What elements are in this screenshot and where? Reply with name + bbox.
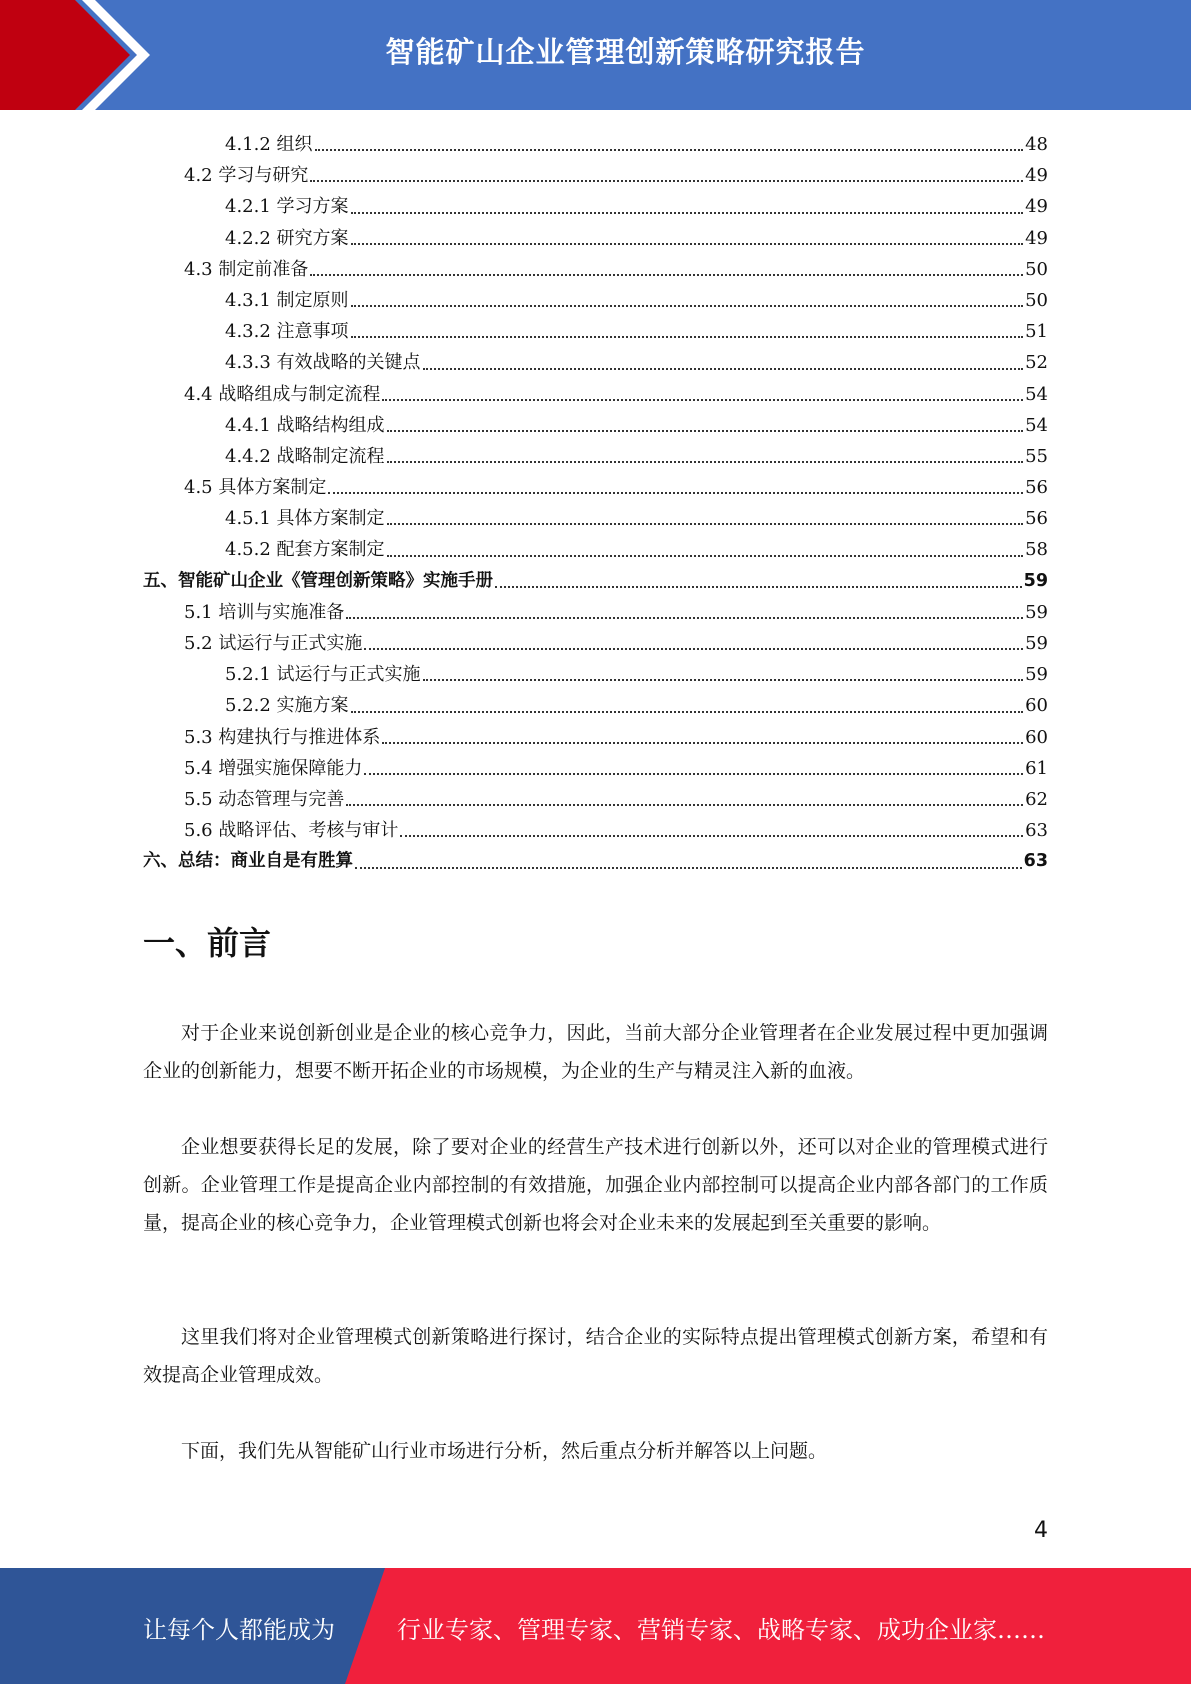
toc-entry[interactable]: [143, 566, 1048, 597]
toc-entry[interactable]: [143, 441, 1048, 472]
toc-entry-label: 4.5 具体方案制定: [184, 477, 327, 499]
paragraph: 企业想要获得长足的发展，除了要对企业的经营生产技术进行创新以外，还可以对企业的管理模式进行创新。企业管理工作是提高企业内部控制的有效措施，加强企业内部控制可以提高企业内部各部门的工作质量，提高企业的核心竞争力，企业管理模式创新也将会对企业未来的发展起到至关重要的影响。: [143, 1136, 1048, 1234]
table-of-contents: [143, 129, 1048, 878]
paragraph: 对于企业来说创新创业是企业的核心竞争力，因此，当前大部分企业管理者在企业发展过程中更加强调企业的创新能力，想要不断开拓企业的市场规模，为企业的生产与精灵注入新的血液。: [143, 1022, 1048, 1082]
toc-entry[interactable]: [143, 285, 1048, 316]
toc-entry-page: 62: [1025, 788, 1048, 810]
toc-leader-dots: [351, 212, 1024, 214]
toc-entry-page: 59: [1025, 633, 1048, 654]
toc-leader-dots: [315, 149, 1024, 151]
toc-entry-label: 4.1.2 组织: [225, 134, 313, 155]
toc-entry-label: 4.2.1 学习方案: [225, 196, 349, 218]
toc-leader-dots: [364, 773, 1023, 775]
toc-entry-label: 五、智能矿山企业《管理创新策略》实施手册: [143, 570, 493, 591]
toc-entry[interactable]: [143, 628, 1048, 659]
toc-entry-page: 59: [1025, 664, 1048, 686]
toc-entry[interactable]: [143, 722, 1048, 753]
toc-entry[interactable]: [143, 690, 1048, 721]
toc-entry[interactable]: [143, 659, 1048, 690]
toc-entry[interactable]: [143, 597, 1048, 628]
toc-leader-dots: [328, 492, 1023, 494]
toc-leader-dots: [423, 679, 1024, 681]
toc-entry[interactable]: [143, 503, 1048, 534]
toc-leader-dots: [382, 742, 1023, 744]
header-arrow-decoration: [0, 0, 160, 110]
toc-leader-dots: [364, 648, 1023, 650]
toc-leader-dots: [400, 835, 1023, 837]
toc-entry-page: 49: [1025, 227, 1048, 249]
toc-leader-dots: [382, 399, 1023, 401]
toc-entry-page: 59: [1023, 570, 1048, 591]
paragraph: 这里我们将对企业管理模式创新策略进行探讨，结合企业的实际特点提出管理模式创新方案，希望和有效提高企业管理成效。: [143, 1326, 1048, 1386]
toc-entry-page: 55: [1025, 445, 1048, 467]
toc-entry-label: 4.4 战略组成与制定流程: [184, 383, 381, 405]
toc-entry-label: 4.4.1 战略结构组成: [225, 414, 385, 436]
toc-entry[interactable]: [143, 753, 1048, 784]
toc-entry-page: 60: [1025, 726, 1048, 748]
toc-leader-dots: [423, 368, 1024, 370]
toc-entry-page: 58: [1025, 539, 1048, 561]
section-heading: 一、前言: [143, 924, 272, 962]
toc-entry-label: 5.5 动态管理与完善: [184, 788, 345, 810]
toc-entry[interactable]: [143, 410, 1048, 441]
toc-leader-dots: [346, 617, 1023, 619]
document-title: 智能矿山企业管理创新策略研究报告: [385, 35, 866, 69]
toc-leader-dots: [387, 461, 1024, 463]
toc-entry-label: 5.1 培训与实施准备: [184, 601, 345, 623]
toc-leader-dots: [310, 180, 1023, 182]
footer-slogan-left: 让每个人都能成为: [143, 1616, 335, 1644]
toc-entry[interactable]: [143, 160, 1048, 191]
toc-entry-label: 4.3.1 制定原则: [225, 289, 349, 311]
footer-slogan-right: 行业专家、管理专家、营销专家、战略专家、成功企业家……: [397, 1616, 1045, 1644]
toc-entry[interactable]: [143, 379, 1048, 410]
toc-leader-dots: [346, 804, 1023, 806]
toc-entry-page: 52: [1025, 352, 1048, 374]
toc-entry-page: 49: [1025, 165, 1048, 187]
toc-entry-page: 48: [1025, 134, 1048, 155]
page-header: [0, 0, 1191, 110]
toc-entry[interactable]: [143, 191, 1048, 222]
toc-entry-label: 5.2 试运行与正式实施: [184, 633, 363, 654]
toc-entry-page: 54: [1025, 383, 1048, 405]
toc-entry-label: 5.2.2 实施方案: [225, 695, 349, 717]
toc-entry[interactable]: [143, 534, 1048, 565]
toc-entry[interactable]: [143, 815, 1048, 846]
toc-leader-dots: [355, 867, 1022, 869]
toc-leader-dots: [387, 523, 1024, 525]
toc-entry-page: 60: [1025, 695, 1048, 717]
toc-leader-dots: [351, 711, 1024, 713]
page-footer: [0, 1568, 1191, 1684]
toc-leader-dots: [351, 305, 1024, 307]
toc-entry-label: 4.3.3 有效战略的关键点: [225, 352, 421, 374]
toc-entry-page: 56: [1025, 477, 1048, 499]
toc-entry-label: 4.3.2 注意事项: [225, 321, 349, 343]
toc-entry-page: 59: [1025, 601, 1048, 623]
toc-entry-page: 54: [1025, 414, 1048, 436]
toc-entry-label: 六、总结：商业自是有胜算: [143, 851, 353, 872]
toc-entry[interactable]: [143, 129, 1048, 160]
paragraph: 下面，我们先从智能矿山行业市场进行分析，然后重点分析并解答以上问题。: [181, 1440, 828, 1462]
toc-entry-label: 4.4.2 战略制定流程: [225, 445, 385, 467]
toc-leader-dots: [387, 555, 1024, 557]
toc-entry-label: 4.2.2 研究方案: [225, 227, 349, 249]
toc-leader-dots: [351, 243, 1024, 245]
toc-entry[interactable]: [143, 316, 1048, 347]
toc-entry[interactable]: [143, 472, 1048, 503]
toc-entry-label: 5.4 增强实施保障能力: [184, 757, 363, 779]
toc-entry-page: 56: [1025, 508, 1048, 530]
toc-entry-label: 4.5.2 配套方案制定: [225, 539, 385, 561]
toc-entry-label: 4.2 学习与研究: [184, 165, 309, 187]
toc-entry[interactable]: [143, 784, 1048, 815]
toc-entry-label: 5.2.1 试运行与正式实施: [225, 664, 421, 686]
toc-entry[interactable]: [143, 347, 1048, 378]
toc-entry[interactable]: [143, 846, 1048, 877]
toc-leader-dots: [351, 336, 1024, 338]
toc-entry-page: 50: [1025, 289, 1048, 311]
toc-entry[interactable]: [143, 223, 1048, 254]
toc-entry-page: 51: [1025, 321, 1048, 343]
page-number: 4: [1034, 1518, 1048, 1543]
toc-leader-dots: [387, 430, 1024, 432]
toc-entry-label: 5.6 战略评估、考核与审计: [184, 820, 399, 842]
toc-entry-page: 63: [1023, 851, 1048, 872]
toc-entry-label: 5.3 构建执行与推进体系: [184, 726, 381, 748]
toc-entry-page: 49: [1025, 196, 1048, 218]
toc-leader-dots: [310, 274, 1023, 276]
toc-entry-page: 50: [1025, 258, 1048, 280]
toc-entry-label: 4.5.1 具体方案制定: [225, 508, 385, 530]
toc-entry-page: 61: [1025, 757, 1048, 779]
toc-entry[interactable]: [143, 254, 1048, 285]
toc-entry-page: 63: [1025, 820, 1048, 842]
toc-entry-label: 4.3 制定前准备: [184, 258, 309, 280]
toc-leader-dots: [495, 586, 1022, 588]
